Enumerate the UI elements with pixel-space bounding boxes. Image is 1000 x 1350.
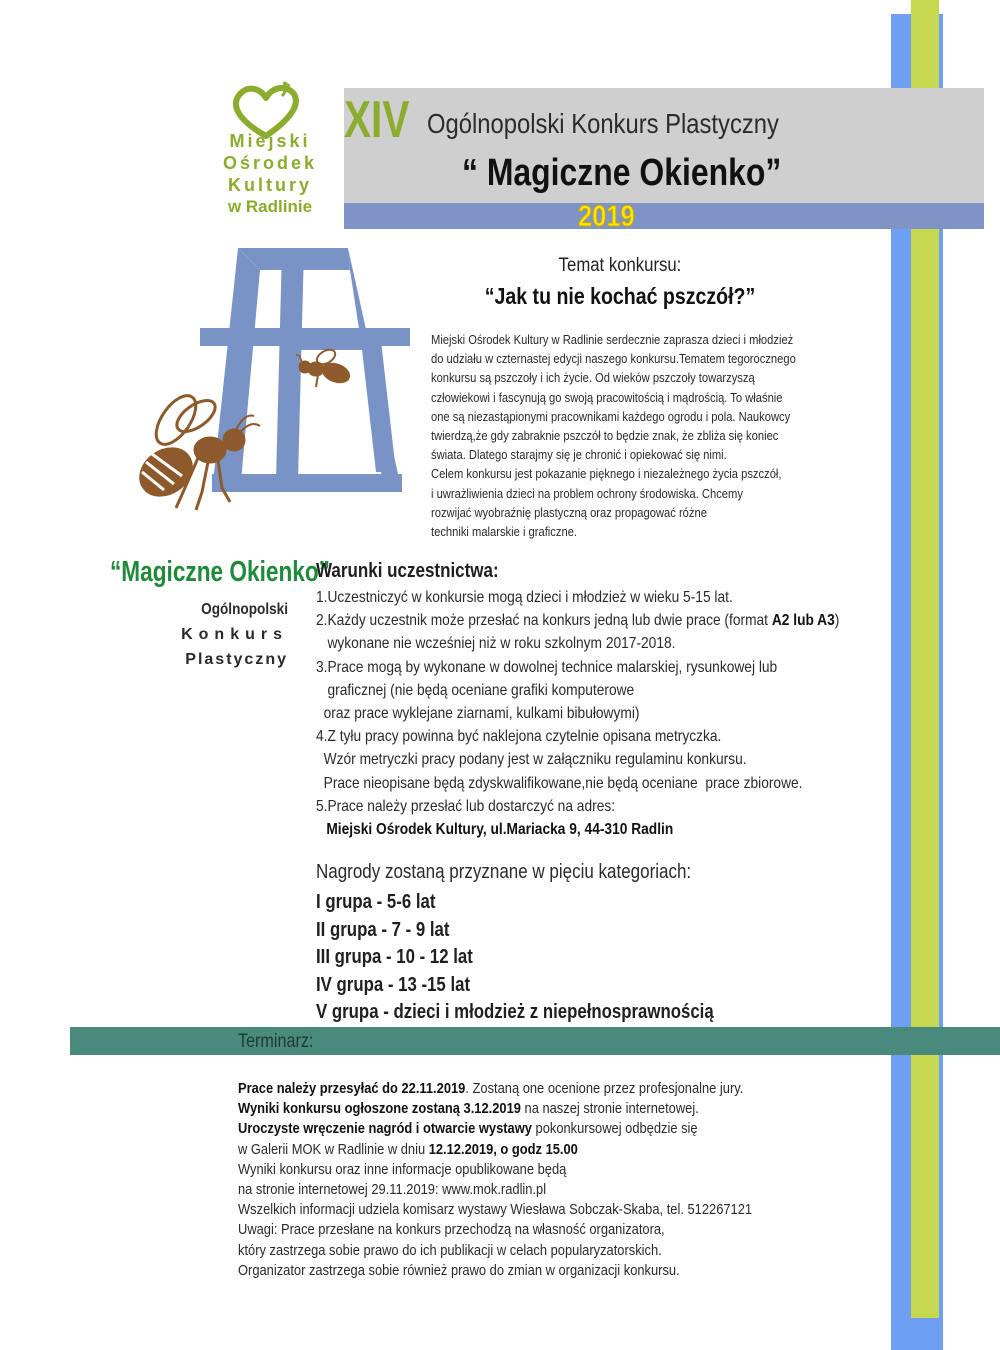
contest-year: 2019 [578, 200, 635, 233]
intro-line: człowiekowi i fascynują go swoją pracowitością i mądrością. To właśnie [431, 389, 783, 405]
condition-address [316, 818, 806, 841]
condition-line [316, 609, 840, 632]
schedule-line [238, 1140, 788, 1160]
schedule-bold: Wyniki konkursu ogłoszone zostaną 3.12.2019 [238, 1100, 521, 1118]
intro-line: konkursu są pszczoły i ich życie. Od wieków pszczoły towarzyszą [431, 370, 755, 386]
side-subtitle-line: Konkurs [181, 626, 288, 643]
schedule-normal: w Galerii MOK w Radlinie w dniu [238, 1140, 429, 1158]
intro-line: rozwijać wyobraźnię plastyczną oraz propagować różne [431, 504, 707, 520]
theme-label: Temat konkursu: [558, 255, 682, 276]
condition-line: 5.Prace należy przesłać lub dostarczyć na adres: [316, 797, 616, 815]
logo-line: w Radlinie [227, 197, 313, 216]
intro-line: do udziału w czternastej edycji naszego konkursu.Tematem tegorocznego [431, 351, 796, 367]
schedule-line: który zastrzega sobie prawo do ich publikacji w celach popularyzatorskich. [238, 1241, 662, 1259]
condition-format: A2 lub A3 [771, 612, 835, 630]
schedule-band [70, 1027, 1000, 1055]
schedule-bold: 12.12.2019, o godz 15.00 [428, 1140, 578, 1158]
bee-large-icon [118, 380, 268, 525]
schedule-bold: Uroczyste wręczenie nagród i otwarcie wystawy [238, 1120, 532, 1138]
logo-line: Ośrodek [222, 153, 318, 173]
schedule-bold: Prace należy przesyłać do 22.11.2019 [238, 1080, 466, 1097]
intro-line: twierdzą,że gdy zabraknie pszczół to będzie znak, że zbliża się koniec [431, 428, 779, 444]
schedule-line [238, 1119, 788, 1139]
intro-line: one są niezastąpionymi pracownikami każdego ogrodu i pola. Naukowcy [431, 408, 791, 424]
intro-line: Celem konkursu jest pokazanie pięknego i niezależnego życia pszczół, [431, 466, 782, 482]
condition-line: wykonane nie wcześniej niż w roku szkolnym 2017-2018. [316, 635, 676, 653]
prize-groups [316, 889, 789, 1027]
intro-line: Miejski Ośrodek Kultury w Radlinie serdecznie zaprasza dzieci i młodzież [431, 332, 794, 347]
intro-line: i uwrażliwienia dzieci na problem ochrony środowiska. Chcemy [431, 485, 743, 501]
intro-paragraph [431, 330, 891, 541]
contest-title: Ogólnopolski Konkurs Plastyczny [427, 108, 779, 139]
schedule-line [238, 1079, 788, 1099]
schedule-label: Terminarz: [238, 1031, 314, 1052]
contest-name: “ Magiczne Okienko” [462, 152, 782, 194]
side-subtitle-line: Plastyczny [185, 651, 288, 668]
intro-line: świata. Dlatego starajmy się je chronić i opiekować się nimi. [431, 447, 727, 463]
side-subtitle-line: Ogólnopolski [201, 601, 288, 618]
schedule-normal: pokonkursowej odbędzie się [531, 1120, 698, 1138]
prize-group: III grupa - 10 - 12 lat [316, 946, 473, 968]
side-subtitle [150, 597, 288, 672]
schedule-normal: na naszej stronie internetowej. [520, 1100, 699, 1118]
schedule-line: Uwagi: Prace przesłane na konkurs przechodzą na własność organizatora, [238, 1221, 665, 1239]
theme-value: “Jak tu nie kochać pszczół?” [484, 283, 756, 309]
prize-group: V grupa - dzieci i młodzież z niepełnosprawnością [316, 1001, 714, 1023]
schedule-line: Wyniki konkursu oraz inne informacje opublikowane będą [238, 1160, 567, 1178]
edition-number: XIV [344, 91, 410, 149]
condition-line: 3.Prace mogą by wykonane w dowolnej technice malarskiej, rysunkowej lub [316, 658, 778, 676]
condition-line: graficznej (nie będą oceniane grafiki komputerowe [316, 681, 635, 699]
logo-text [205, 130, 335, 218]
schedule-line: Organizator zastrzega sobie również prawo do zmian w organizacji konkursu. [238, 1261, 680, 1279]
logo-line: Miejski [229, 131, 311, 151]
prize-group: I grupa - 5-6 lat [316, 891, 436, 913]
conditions-heading: Warunki uczestnictwa: [316, 560, 499, 582]
condition-text: ) [834, 612, 840, 630]
schedule-line [238, 1099, 788, 1119]
conditions-list [316, 586, 886, 841]
condition-line: Wzór metryczki pracy podany jest w załączniku regulaminu konkursu. [316, 751, 747, 769]
side-title: “Magiczne Okienko” [110, 556, 330, 588]
schedule-normal: . Zostaną one ocenione przez profesjonalne jury. [465, 1080, 744, 1097]
bee-small-icon [296, 345, 356, 393]
condition-line: 1.Uczestniczyć w konkursie mogą dzieci i młodzież w wieku 5-15 lat. [316, 589, 733, 606]
condition-line: Prace nieopisane będą zdyskwalifikowane,nie będą oceniane prace zbiorowe. [316, 774, 803, 792]
condition-text: 2.Każdy uczestnik może przesłać na konkurs jedną lub dwie prace (format [316, 612, 772, 630]
prize-group: IV grupa - 13 -15 lat [316, 973, 471, 996]
header-blue-bar [344, 203, 984, 229]
schedule-text [238, 1079, 878, 1281]
condition-line: 4.Z tyłu pracy powinna być naklejona czytelnie opisana metryczka. [316, 728, 722, 746]
schedule-line: na stronie internetowej 29.11.2019: www.mok.radlin.pl [238, 1181, 547, 1199]
schedule-line: Wszelkich informacji udziela komisarz wystawy Wiesława Sobczak-Skaba, tel. 512267121 [238, 1201, 753, 1219]
logo-line: Kultury [228, 175, 312, 195]
address-text: Miejski Ośrodek Kultury, ul.Mariacka 9, 44-310 Radlin [326, 821, 674, 839]
prize-group: II grupa - 7 - 9 lat [316, 918, 450, 941]
condition-line: oraz prace wyklejane ziarnami, kulkami bibułowymi) [316, 705, 640, 723]
intro-line: techniki malarskie i graficzne. [431, 524, 578, 540]
prizes-heading: Nagrody zostaną przyznane w pięciu kategoriach: [316, 861, 692, 883]
